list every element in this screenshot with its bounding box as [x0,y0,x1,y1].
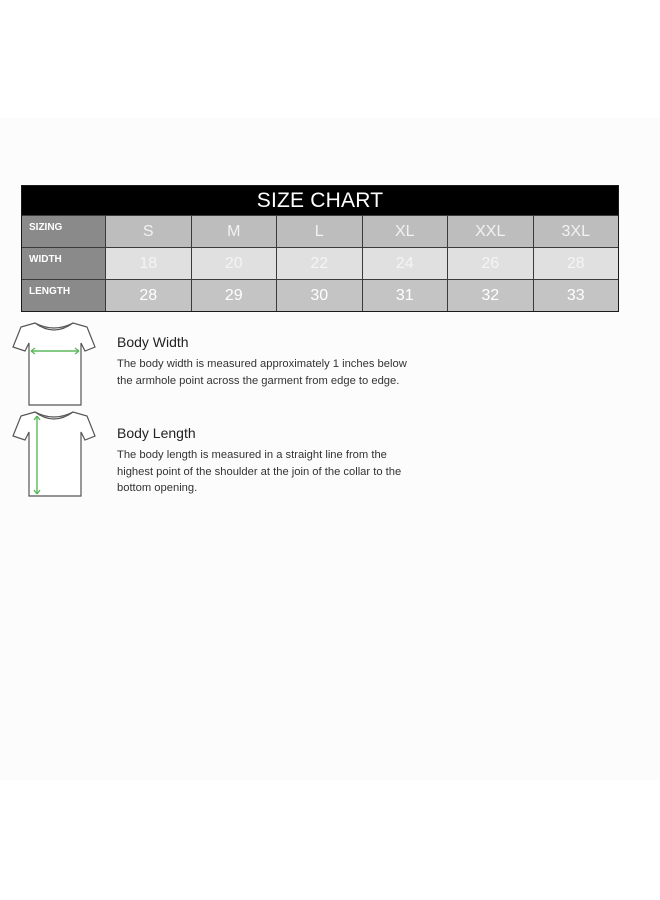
width-cell: 24 [363,248,449,279]
width-cell: 20 [192,248,278,279]
size-chart-title: SIZE CHART [22,186,618,215]
body-width-description [117,334,417,389]
table-row-sizing [22,215,618,247]
body-width-text: The body width is measured approximately 1 inches below the armhole point across the garment from edge to edge. [117,358,407,387]
table-row-length [22,279,618,311]
length-cell: 32 [448,280,534,311]
size-chart-table [21,185,619,312]
body-length-text: The body length is measured in a straight line from the highest point of the shoulder at the join of the collar to the bottom opening. [117,449,402,494]
size-cell: 3XL [534,216,619,247]
length-cell: 30 [277,280,363,311]
width-cell: 28 [534,248,619,279]
tshirt-length-icon [11,410,97,500]
table-row-width [22,247,618,279]
width-cell: 18 [106,248,192,279]
size-cell: XXL [448,216,534,247]
length-cell: 33 [534,280,619,311]
length-cell: 31 [363,280,449,311]
size-cell: L [277,216,363,247]
body-length-title: Body Length [117,425,196,441]
row-header-length: LENGTH [22,280,106,311]
row-header-sizing: SIZING [22,216,106,247]
row-header-width: WIDTH [22,248,106,279]
size-cell: XL [363,216,449,247]
size-cell: S [106,216,192,247]
width-cell: 26 [448,248,534,279]
width-cell: 22 [277,248,363,279]
size-cell: M [192,216,278,247]
length-cell: 29 [192,280,278,311]
body-width-title: Body Width [117,334,189,350]
tshirt-width-icon [11,321,97,407]
body-length-description [117,425,417,497]
length-cell: 28 [106,280,192,311]
